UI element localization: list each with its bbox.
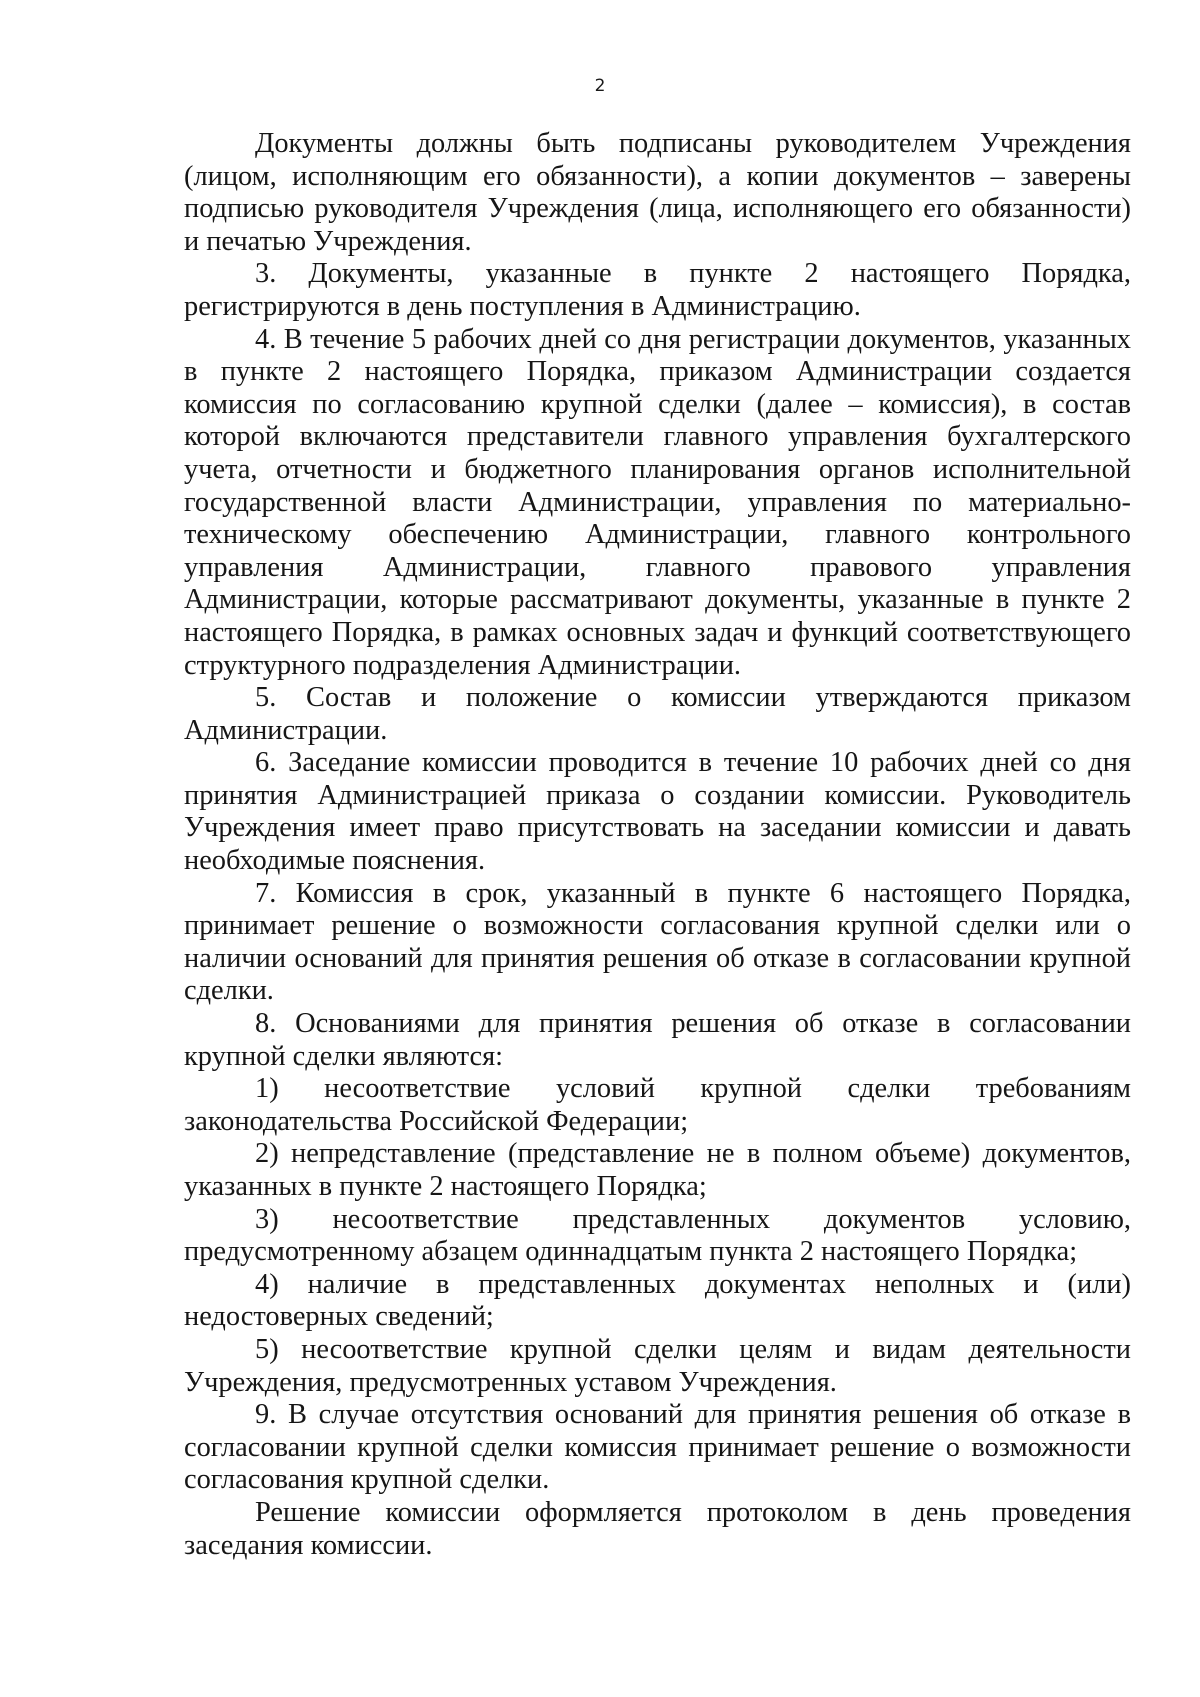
paragraph-item-3: 3. Документы, указанные в пункте 2 настоящего Порядка, регистрируются в день поступления в Администрацию. [184, 258, 1131, 322]
paragraph-signing-requirements: Документы должны быть подписаны руководителем Учреждения (лицом, исполняющим его обязанности), а копии документов – заверены подписью руководителя Учреждения (лица, исполняющего его обязанности) и печатью Учреждения. [184, 128, 1131, 257]
list-item-8-1: 1) несоответствие условий крупной сделки требованиям законодательства Российской Федерации; [184, 1073, 1131, 1137]
paragraph-item-8: 8. Основаниями для принятия решения об отказе в согласовании крупной сделки являются: [184, 1008, 1131, 1072]
list-item-8-5: 5) несоответствие крупной сделки целям и видам деятельности Учреждения, предусмотренных уставом Учреждения. [184, 1333, 1131, 1398]
paragraph-protocol: Решение комиссии оформляется протоколом в день проведения заседания комиссии. [184, 1496, 1131, 1561]
list-item-8-4: 4) наличие в представленных документах неполных и (или) недостоверных сведений; [184, 1268, 1131, 1333]
paragraph-item-6: 6. Заседание комиссии проводится в течение 10 рабочих дней со дня принятия Администрацией приказа о создании комиссии. Руководитель Учреждения имеет право присутствовать на заседании комиссии и давать необходимые пояснения. [184, 747, 1131, 877]
page-number: 2 [594, 76, 606, 96]
list-item-8-3: 3) несоответствие представленных документов условию, предусмотренному абзацем одиннадцатым пункта 2 настоящего Порядка; [184, 1203, 1131, 1268]
paragraph-item-7: 7. Комиссия в срок, указанный в пункте 6 настоящего Порядка, принимает решение о возможности согласования крупной сделки или о наличии оснований для принятия решения об отказе в согласовании крупной сделки. [184, 877, 1131, 1007]
list-item-8-2: 2) непредставление (представление не в полном объеме) документов, указанных в пункте 2 настоящего Порядка; [184, 1138, 1131, 1202]
paragraph-item-4: 4. В течение 5 рабочих дней со дня регистрации документов, указанных в пункте 2 настоящего Порядка, приказом Администрации создается комиссия по согласованию крупной сделки (далее – комиссия), в состав которой включаются представители главного управления бухгалтерского учета, отчетности и бюджетного планирования органов исполнительной государственной власти Администрации, управления по материально-техническому обеспечению Администрации, главного контрольного управления Администрации, главного правового управления Администрации, которые рассматривают документы, указанные в пункте 2 настоящего Порядка, в рамках основных задач и функций соответствующего структурного подразделения Администрации. [184, 323, 1131, 681]
paragraph-item-9: 9. В случае отсутствия оснований для принятия решения об отказе в согласовании крупной сделки комиссия принимает решение о возможности согласования крупной сделки. [184, 1399, 1131, 1496]
document-body [184, 128, 1131, 1562]
paragraph-item-5: 5. Состав и положение о комиссии утверждаются приказом Администрации. [184, 682, 1131, 746]
